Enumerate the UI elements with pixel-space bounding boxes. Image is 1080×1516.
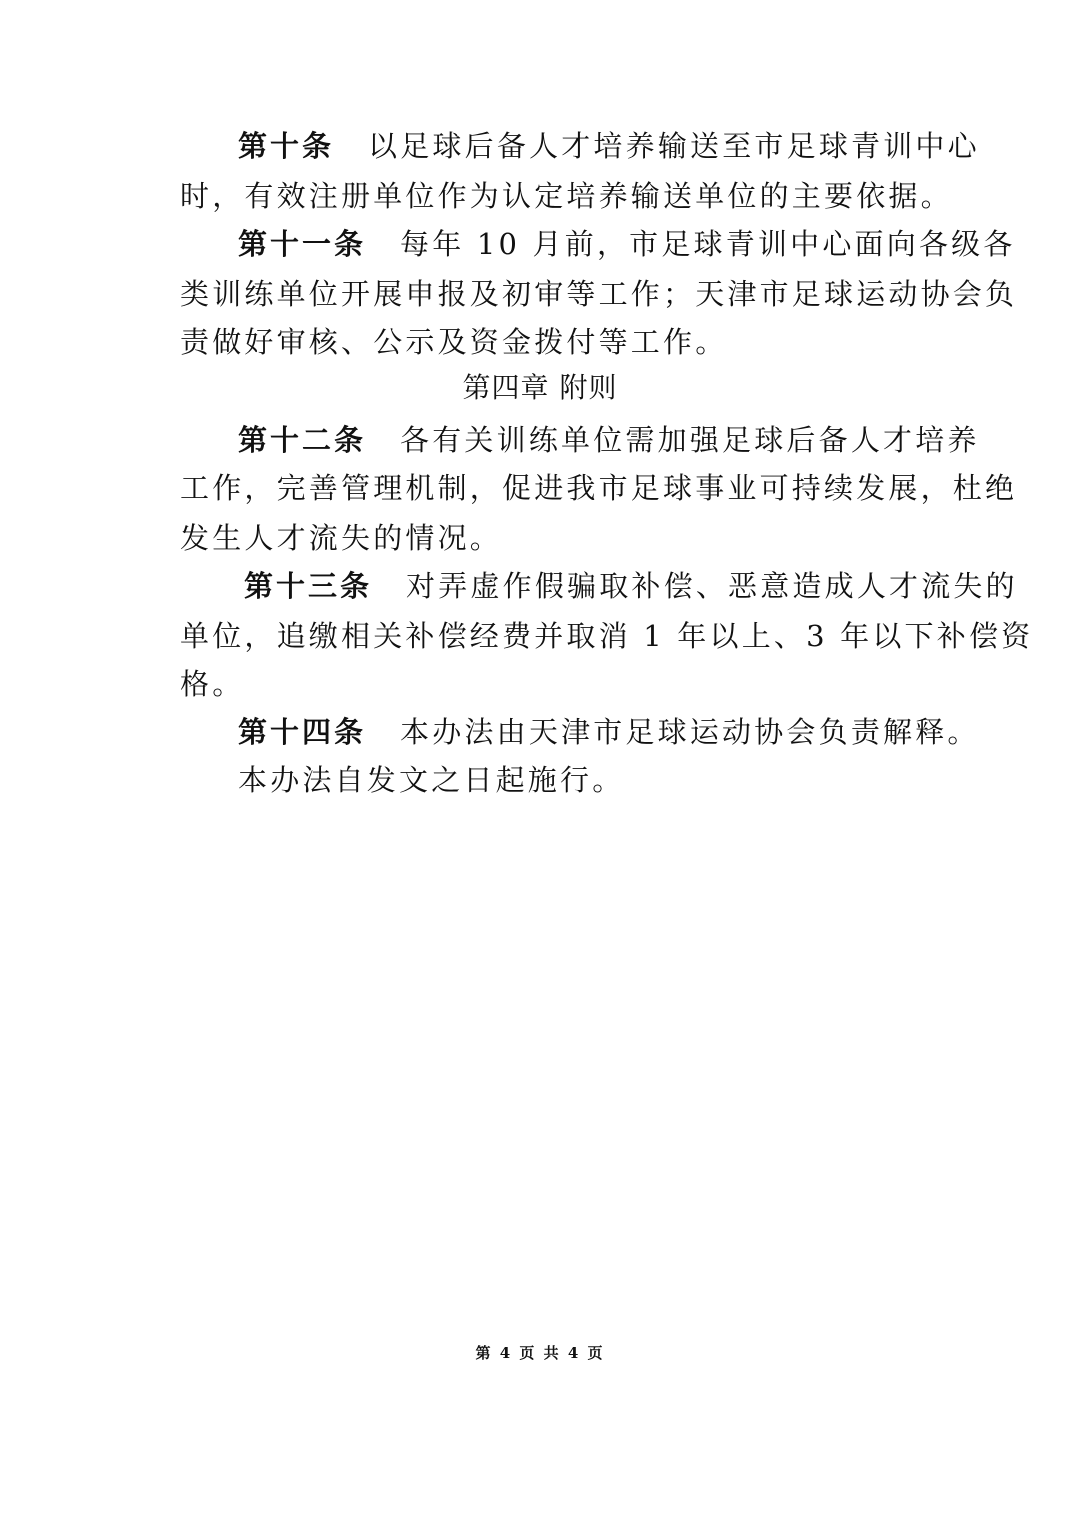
article-12-line-3: 发生人才流失的情况。 — [180, 521, 503, 555]
article-14-text-1: 本办法由天津市足球运动协会负责解释。 — [400, 715, 980, 749]
article-11-line-3: 责做好审核、公示及资金拨付等工作。 — [180, 325, 728, 359]
article-11-line-2: 类训练单位开展申报及初审等工作；天津市足球运动协会负 — [180, 277, 1018, 311]
article-10-label: 第十条 — [238, 129, 335, 163]
article-12-text-1: 各有关训练单位需加强足球后备人才培养 — [400, 423, 980, 457]
article-13-label: 第十三条 — [244, 569, 373, 603]
article-14-label: 第十四条 — [238, 715, 367, 749]
chapter-heading: 第四章 附则 — [462, 371, 618, 404]
article-12-line-1 — [238, 418, 980, 462]
article-13-text-1: 对弄虚作假骗取补偿、恶意造成人才流失的 — [406, 569, 1018, 603]
article-12-line-2: 工作，完善管理机制，促进我市足球事业可持续发展，杜绝 — [180, 471, 1018, 505]
article-10-text-1: 以足球后备人才培养输送至市足球青训中心 — [368, 129, 980, 163]
article-10-line-1 — [238, 124, 980, 168]
article-13-line-1 — [244, 564, 1018, 608]
article-11-label: 第十一条 — [238, 227, 367, 261]
effective-clause: 本办法自发文之日起施行。 — [238, 763, 625, 797]
page-number: 第 4 页 共 4 页 — [475, 1344, 605, 1362]
article-11-text-1: 每年 10 月前，市足球青训中心面向各级各 — [400, 227, 1016, 261]
article-12-label: 第十二条 — [238, 423, 367, 457]
article-10-line-2: 时，有效注册单位作为认定培养输送单位的主要依据。 — [180, 179, 953, 213]
article-11-line-1 — [238, 222, 1016, 266]
article-13-line-2: 单位，追缴相关补偿经费并取消 1 年以上、3 年以下补偿资 — [180, 619, 1034, 653]
article-14-line-1 — [238, 710, 980, 754]
article-13-line-3: 格。 — [180, 667, 245, 701]
